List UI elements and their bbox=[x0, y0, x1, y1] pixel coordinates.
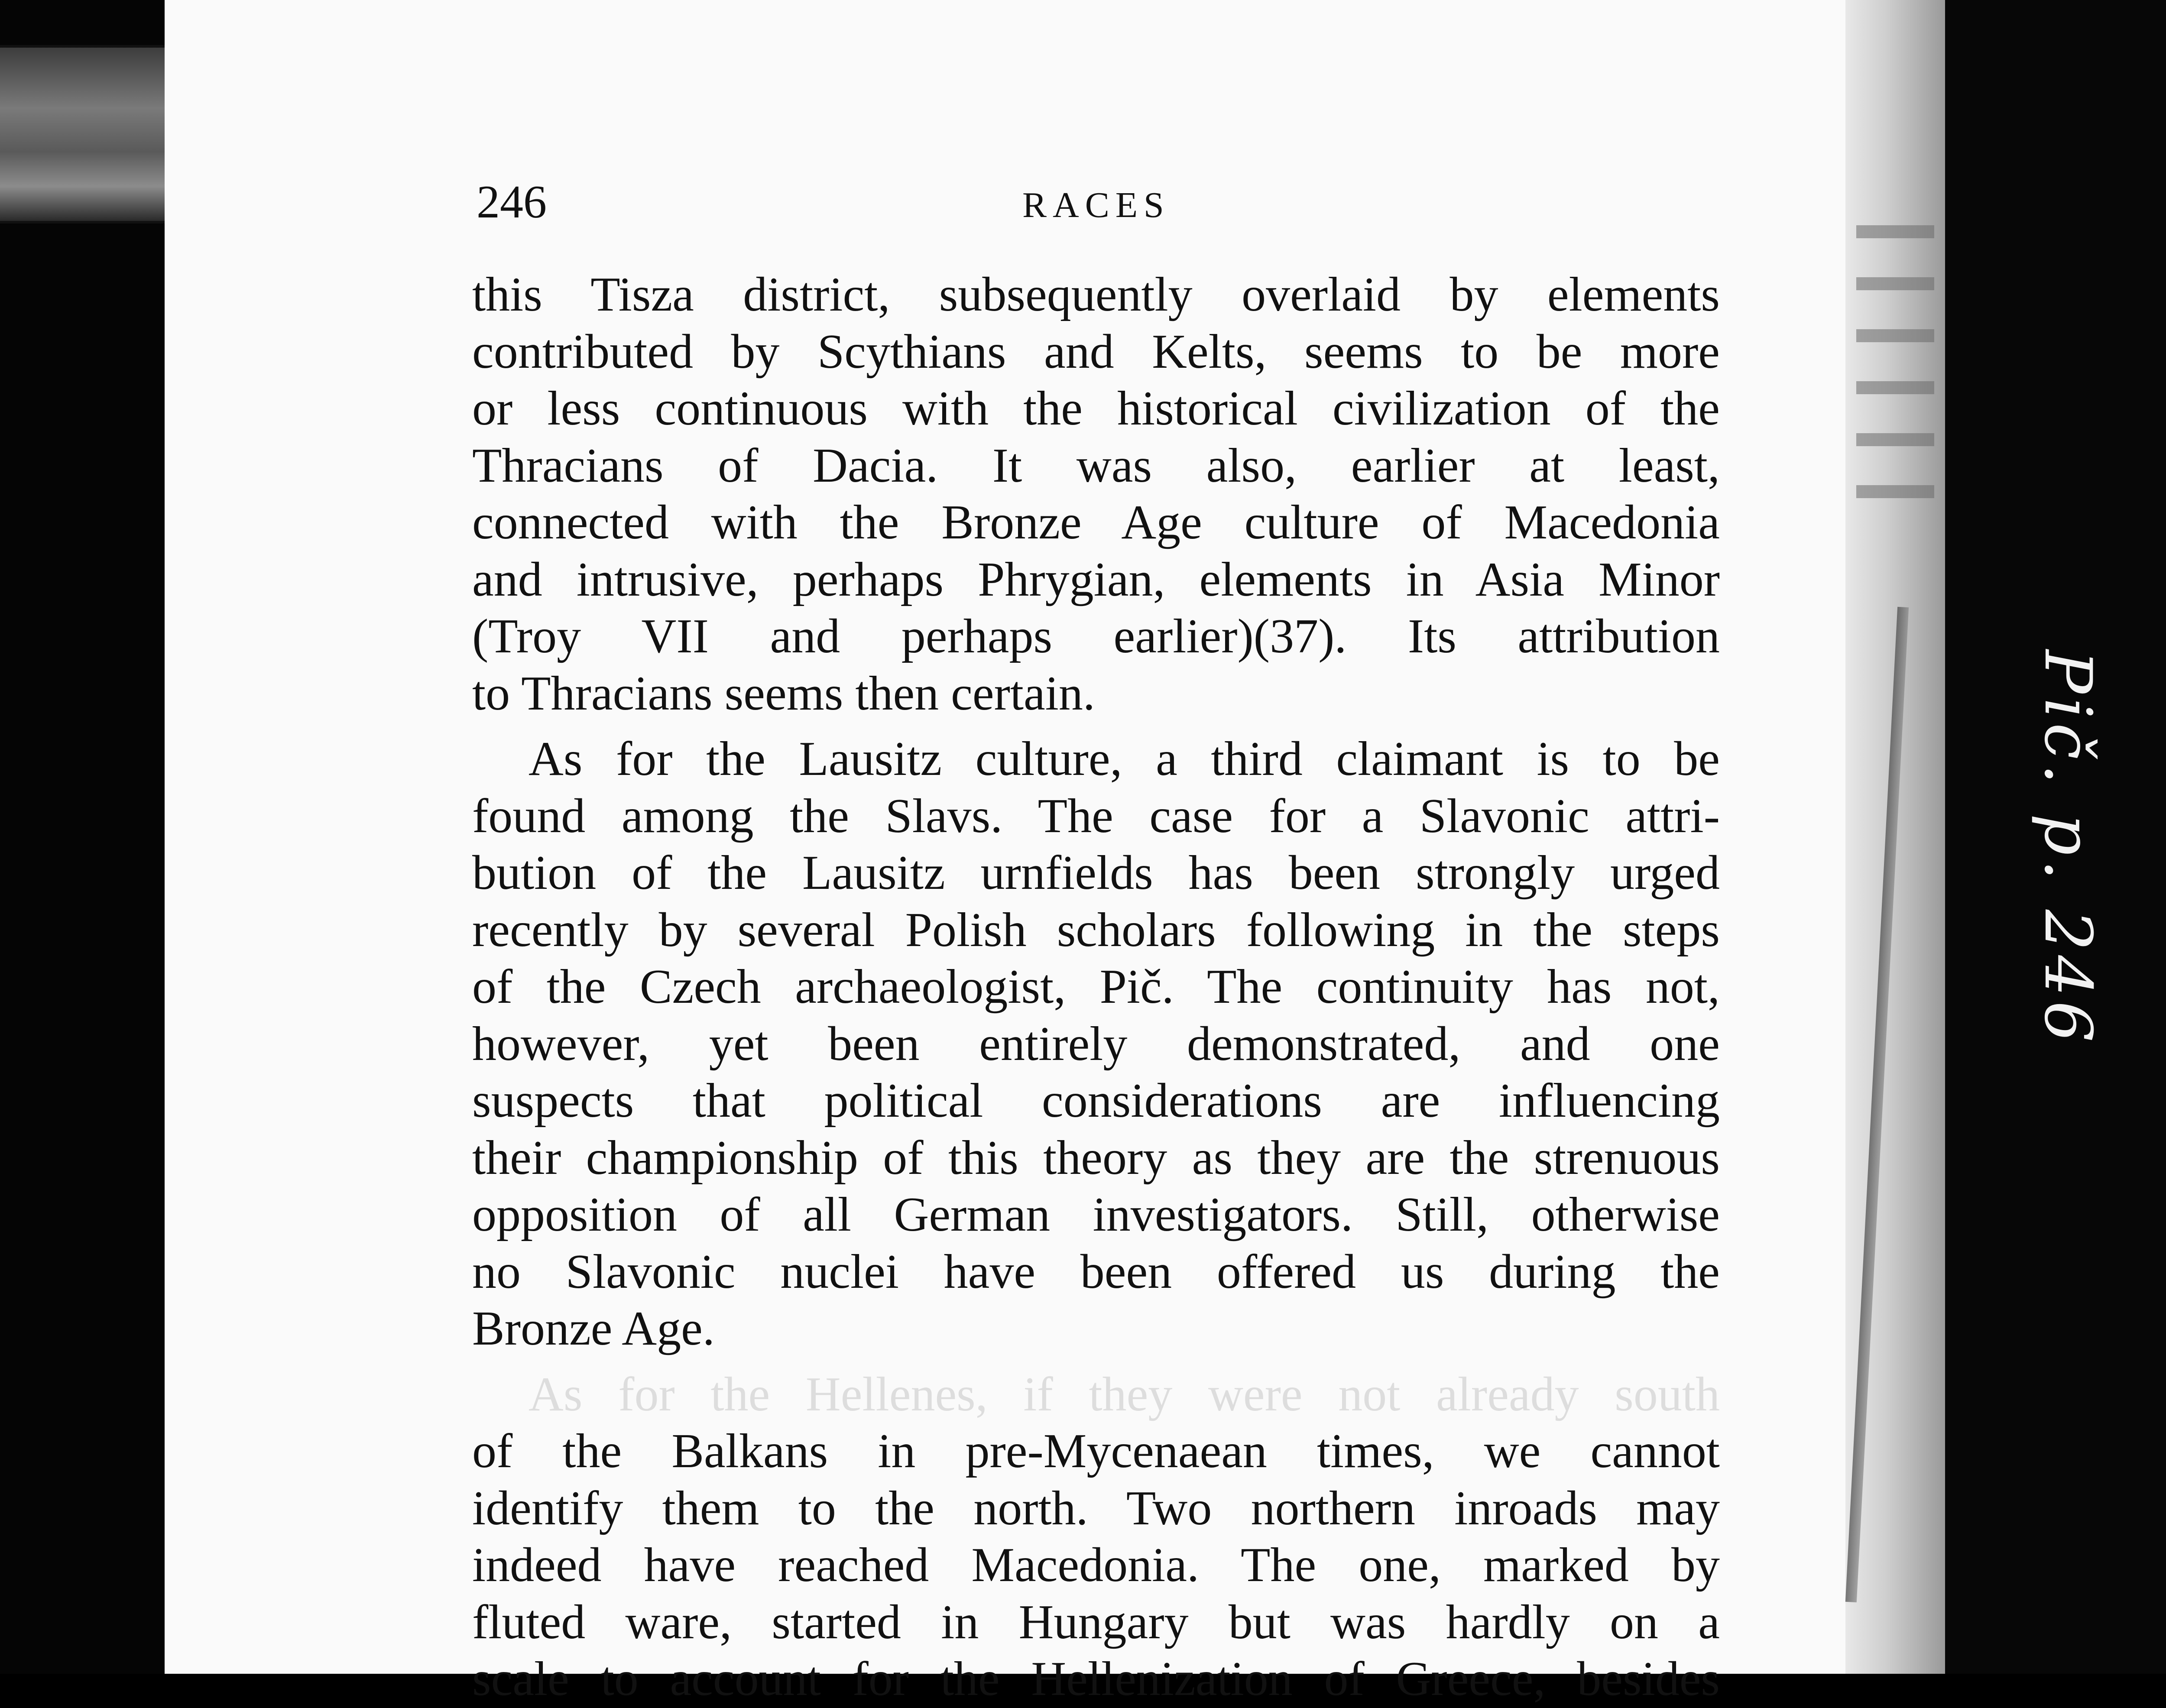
text-line: Thracians of Dacia. It was also, earlier at least, bbox=[472, 438, 1720, 493]
text-line: identify them to the north. Two northern inroads may bbox=[472, 1481, 1720, 1535]
text-line: As for the Hellenes, if they were not already south bbox=[529, 1367, 1720, 1421]
paragraph-2 bbox=[472, 731, 1720, 1358]
page-header bbox=[477, 175, 1776, 232]
text-line: bution of the Lausitz urnfields has been strongly urged bbox=[472, 846, 1720, 900]
text-line: to Thracians seems then certain. bbox=[472, 666, 1095, 720]
page-number: 246 bbox=[477, 176, 547, 228]
page-fold-shadow bbox=[1845, 607, 1909, 1602]
bleed-through-line bbox=[1856, 329, 1934, 342]
handwritten-margin-note: Pič. p. 246 bbox=[2030, 650, 2105, 1047]
bleed-through-line bbox=[1856, 485, 1934, 498]
text-line: or less continuous with the historical civilization of the bbox=[472, 382, 1720, 435]
text-line: (Troy VII and perhaps earlier)(37). Its attribution bbox=[472, 609, 1720, 663]
paragraph-1 bbox=[472, 266, 1720, 722]
text-line: this Tisza district, subsequently overlaid by elements bbox=[472, 268, 1720, 321]
paragraph-gap bbox=[472, 722, 1720, 731]
text-line: suspects that political considerations are influencing bbox=[472, 1074, 1720, 1128]
text-line: opposition of all German investigators. Still, otherwise bbox=[472, 1188, 1720, 1241]
facing-page-edge bbox=[1845, 0, 1945, 1674]
bleed-through-line bbox=[1856, 381, 1934, 394]
paragraph-3 bbox=[472, 1366, 1720, 1708]
body-text bbox=[472, 266, 1720, 1708]
bleed-through-line bbox=[1856, 225, 1934, 238]
text-line: found among the Slavs. The case for a Slavonic attri- bbox=[472, 789, 1720, 843]
text-line: however, yet been entirely demonstrated, and one bbox=[472, 1017, 1720, 1071]
text-line: of the Balkans in pre-Mycenaean times, we cannot bbox=[472, 1424, 1720, 1478]
paragraph-gap bbox=[472, 1358, 1720, 1366]
text-line: fluted ware, started in Hungary but was hardly on a bbox=[472, 1595, 1720, 1649]
bleed-through-line bbox=[1856, 277, 1934, 290]
text-line: connected with the Bronze Age culture of Macedonia bbox=[472, 496, 1720, 549]
text-line: As for the Lausitz culture, a third claimant is to be bbox=[529, 732, 1720, 786]
text-line: scale to account for the Hellenization of Greece, besides bbox=[472, 1652, 1720, 1706]
running-head: RACES bbox=[1022, 185, 1170, 225]
text-line: no Slavonic nuclei have been offered us during the bbox=[472, 1245, 1720, 1299]
scan-left-background bbox=[0, 0, 173, 1674]
text-line: Bronze Age. bbox=[472, 1302, 715, 1355]
text-line: contributed by Scythians and Kelts, seems to be more bbox=[472, 324, 1720, 379]
text-line: recently by several Polish scholars following in the steps bbox=[472, 903, 1720, 957]
text-line: their championship of this theory as they are the strenuous bbox=[472, 1131, 1720, 1185]
text-line: indeed have reached Macedonia. The one, marked by bbox=[472, 1538, 1720, 1592]
text-line: and intrusive, perhaps Phrygian, elements in Asia Minor bbox=[472, 552, 1720, 606]
bleed-through-line bbox=[1856, 433, 1934, 446]
text-line: of the Czech archaeologist, Pič. The continuity has not, bbox=[472, 960, 1720, 1014]
